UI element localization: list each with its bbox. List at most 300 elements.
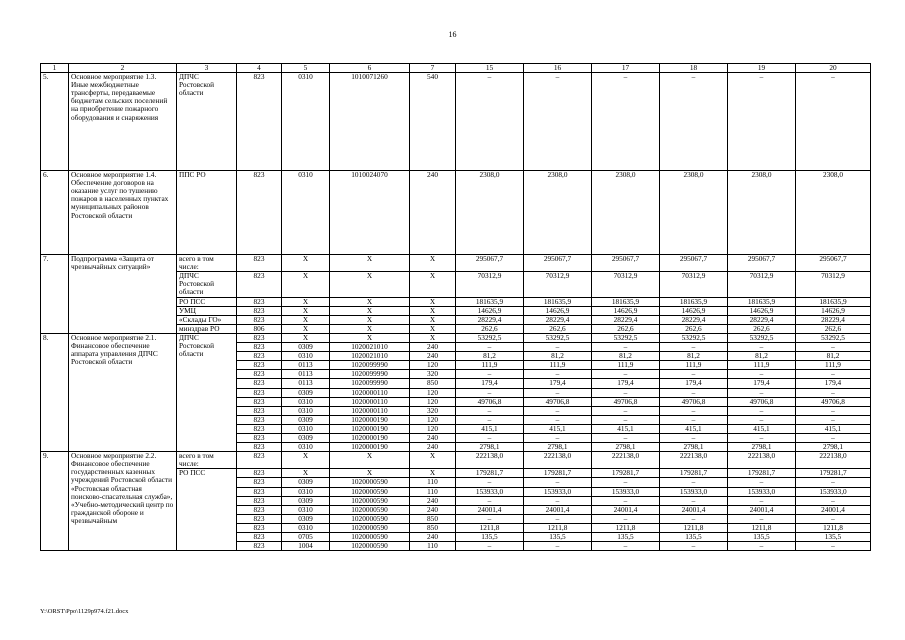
amount-cell: 81,2 <box>660 352 728 361</box>
amount-cell: 179281,7 <box>524 469 592 478</box>
ministry-code: 806 <box>237 324 282 333</box>
amount-cell: – <box>592 388 660 397</box>
expense-type-code: 540 <box>410 73 456 171</box>
amount-cell: 49706,8 <box>796 397 871 406</box>
amount-cell: – <box>524 514 592 523</box>
amount-cell: 295067,7 <box>524 255 592 272</box>
amount-cell: 81,2 <box>592 352 660 361</box>
amount-cell: 1211,8 <box>592 523 660 532</box>
ministry-code: 823 <box>237 542 282 551</box>
section-code: 0309 <box>282 343 330 352</box>
table-row <box>41 452 871 469</box>
amount-cell: 70312,9 <box>660 272 728 297</box>
target-article-code: 1020000590 <box>330 496 410 505</box>
expense-type-code: 110 <box>410 478 456 487</box>
amount-cell: – <box>728 388 796 397</box>
amount-cell: 1211,8 <box>728 523 796 532</box>
amount-cell: 111,9 <box>456 361 524 370</box>
expense-type-code: 850 <box>410 514 456 523</box>
column-header: 20 <box>796 64 871 73</box>
amount-cell: 153933,0 <box>660 487 728 496</box>
amount-cell: 222138,0 <box>592 452 660 469</box>
amount-cell: 111,9 <box>592 361 660 370</box>
amount-cell: – <box>456 433 524 442</box>
amount-cell: – <box>524 370 592 379</box>
amount-cell: – <box>660 370 728 379</box>
amount-cell: – <box>592 433 660 442</box>
measure-title: Основное мероприятие 2.1. Финансовое обеспечение аппарата управления ДПЧС Ростовской области <box>69 333 177 451</box>
column-header: 16 <box>524 64 592 73</box>
amount-cell: 111,9 <box>796 361 871 370</box>
expense-type-code: 120 <box>410 361 456 370</box>
amount-cell: 222138,0 <box>660 452 728 469</box>
expense-type-code: 120 <box>410 397 456 406</box>
ministry-code: 823 <box>237 352 282 361</box>
target-article-code: 1020021010 <box>330 343 410 352</box>
amount-cell: 111,9 <box>728 361 796 370</box>
expense-type-code: 240 <box>410 352 456 361</box>
amount-cell: 111,9 <box>524 361 592 370</box>
executor: всего в том числе: <box>177 452 237 469</box>
target-article-code: 1020099990 <box>330 370 410 379</box>
section-code: 0705 <box>282 533 330 542</box>
amount-cell: 81,2 <box>524 352 592 361</box>
amount-cell: 262,6 <box>660 324 728 333</box>
section-code: 0310 <box>282 523 330 532</box>
amount-cell: 24001,4 <box>796 505 871 514</box>
amount-cell: 153933,0 <box>592 487 660 496</box>
amount-cell: – <box>456 388 524 397</box>
amount-cell: – <box>796 496 871 505</box>
expense-type-code: 120 <box>410 424 456 433</box>
section-code: 0309 <box>282 514 330 523</box>
amount-cell: 181635,9 <box>728 297 796 306</box>
amount-cell: 53292,5 <box>592 333 660 342</box>
row-number: 9. <box>41 452 69 551</box>
amount-cell: – <box>456 542 524 551</box>
section-code: 0310 <box>282 171 330 255</box>
amount-cell: 295067,7 <box>796 255 871 272</box>
amount-cell: 2308,0 <box>456 171 524 255</box>
section-code: 0113 <box>282 361 330 370</box>
amount-cell: 70312,9 <box>456 272 524 297</box>
amount-cell: 49706,8 <box>524 397 592 406</box>
amount-cell: 262,6 <box>728 324 796 333</box>
amount-cell: 262,6 <box>524 324 592 333</box>
ministry-code: 823 <box>237 469 282 478</box>
expense-type-code: 320 <box>410 370 456 379</box>
amount-cell: – <box>456 73 524 171</box>
target-article-code: X <box>330 333 410 342</box>
amount-cell: 135,5 <box>728 533 796 542</box>
amount-cell: 415,1 <box>456 424 524 433</box>
table-row <box>41 333 871 342</box>
amount-cell: – <box>456 478 524 487</box>
target-article-code: 1020000590 <box>330 533 410 542</box>
executor: ДПЧС Ростовской области <box>177 272 237 297</box>
amount-cell: 179281,7 <box>456 469 524 478</box>
amount-cell: 179,4 <box>728 379 796 388</box>
amount-cell: – <box>796 514 871 523</box>
column-header: 15 <box>456 64 524 73</box>
amount-cell: 135,5 <box>660 533 728 542</box>
section-code: 0113 <box>282 370 330 379</box>
row-number: 6. <box>41 171 69 255</box>
amount-cell: 153933,0 <box>524 487 592 496</box>
amount-cell: – <box>456 406 524 415</box>
target-article-code: 1020000190 <box>330 443 410 452</box>
column-header: 3 <box>177 64 237 73</box>
amount-cell: 81,2 <box>456 352 524 361</box>
amount-cell: 179281,7 <box>660 469 728 478</box>
executor: ДПЧС Ростовской области <box>177 73 237 171</box>
executor: РО ПСС <box>177 297 237 306</box>
amount-cell: – <box>660 542 728 551</box>
amount-cell: 2798,1 <box>660 443 728 452</box>
amount-cell: 1211,8 <box>456 523 524 532</box>
amount-cell: 181635,9 <box>456 297 524 306</box>
executor: всего в том числе: <box>177 255 237 272</box>
amount-cell: – <box>660 406 728 415</box>
amount-cell: – <box>592 343 660 352</box>
amount-cell: 28229,4 <box>728 315 796 324</box>
amount-cell: 2308,0 <box>728 171 796 255</box>
amount-cell: 53292,5 <box>660 333 728 342</box>
amount-cell: – <box>728 478 796 487</box>
amount-cell: 28229,4 <box>524 315 592 324</box>
column-header: 4 <box>237 64 282 73</box>
target-article-code: 1020000190 <box>330 415 410 424</box>
amount-cell: 14626,9 <box>456 306 524 315</box>
column-header: 5 <box>282 64 330 73</box>
amount-cell: 415,1 <box>592 424 660 433</box>
ministry-code: 823 <box>237 433 282 442</box>
target-article-code: 1020000190 <box>330 424 410 433</box>
section-code: 0310 <box>282 73 330 171</box>
amount-cell: – <box>796 343 871 352</box>
ministry-code: 823 <box>237 487 282 496</box>
amount-cell: 181635,9 <box>796 297 871 306</box>
amount-cell: – <box>728 514 796 523</box>
amount-cell: 2798,1 <box>456 443 524 452</box>
expense-type-code: X <box>410 272 456 297</box>
amount-cell: 262,6 <box>796 324 871 333</box>
section-code: 0309 <box>282 388 330 397</box>
amount-cell: – <box>456 496 524 505</box>
expense-type-code: 240 <box>410 505 456 514</box>
amount-cell: – <box>524 343 592 352</box>
expense-type-code: X <box>410 324 456 333</box>
amount-cell: – <box>728 343 796 352</box>
section-code: X <box>282 315 330 324</box>
amount-cell: 181635,9 <box>524 297 592 306</box>
row-number: 7. <box>41 255 69 334</box>
target-article-code: 1020021010 <box>330 352 410 361</box>
ministry-code: 823 <box>237 496 282 505</box>
executor: минздрав РО <box>177 324 237 333</box>
expense-type-code: X <box>410 306 456 315</box>
amount-cell: 415,1 <box>796 424 871 433</box>
measure-title: Основное мероприятие 1.4. Обеспечение договоров на оказание услуг по тушению пожаров в населенных пунктах муниципальных районов Ростовской области <box>69 171 177 255</box>
amount-cell: – <box>524 496 592 505</box>
target-article-code: X <box>330 469 410 478</box>
amount-cell: 49706,8 <box>592 397 660 406</box>
amount-cell: 181635,9 <box>592 297 660 306</box>
ministry-code: 823 <box>237 333 282 342</box>
expense-type-code: 240 <box>410 496 456 505</box>
amount-cell: 2308,0 <box>660 171 728 255</box>
amount-cell: – <box>524 406 592 415</box>
ministry-code: 823 <box>237 73 282 171</box>
amount-cell: 135,5 <box>524 533 592 542</box>
section-code: 0310 <box>282 406 330 415</box>
amount-cell: 179281,7 <box>728 469 796 478</box>
amount-cell: 135,5 <box>796 533 871 542</box>
expense-type-code: 110 <box>410 542 456 551</box>
amount-cell: – <box>728 542 796 551</box>
amount-cell: 2308,0 <box>592 171 660 255</box>
amount-cell: 53292,5 <box>796 333 871 342</box>
amount-cell: 14626,9 <box>592 306 660 315</box>
executor: ППС РО <box>177 171 237 255</box>
header-row <box>41 64 871 73</box>
amount-cell: 53292,5 <box>456 333 524 342</box>
table-row <box>41 255 871 272</box>
section-code: 0113 <box>282 379 330 388</box>
amount-cell: 2798,1 <box>592 443 660 452</box>
executor: «Склады ГО» <box>177 315 237 324</box>
expense-type-code: 240 <box>410 343 456 352</box>
ministry-code: 823 <box>237 379 282 388</box>
section-code: 0310 <box>282 443 330 452</box>
ministry-code: 823 <box>237 533 282 542</box>
amount-cell: 2308,0 <box>796 171 871 255</box>
target-article-code: X <box>330 297 410 306</box>
amount-cell: 53292,5 <box>524 333 592 342</box>
column-header: 17 <box>592 64 660 73</box>
amount-cell: – <box>592 406 660 415</box>
amount-cell: – <box>524 73 592 171</box>
amount-cell: 135,5 <box>592 533 660 542</box>
amount-cell: – <box>796 542 871 551</box>
ministry-code: 823 <box>237 306 282 315</box>
amount-cell: – <box>456 415 524 424</box>
amount-cell: 81,2 <box>728 352 796 361</box>
column-header: 7 <box>410 64 456 73</box>
amount-cell: 262,6 <box>456 324 524 333</box>
target-article-code: X <box>330 324 410 333</box>
amount-cell: 28229,4 <box>456 315 524 324</box>
amount-cell: – <box>456 370 524 379</box>
ministry-code: 823 <box>237 406 282 415</box>
measure-title: Подпрограмма «Защита от чрезвычайных ситуаций» <box>69 255 177 334</box>
amount-cell: – <box>796 433 871 442</box>
expense-type-code: 240 <box>410 171 456 255</box>
expense-type-code: 120 <box>410 415 456 424</box>
target-article-code: 1020000110 <box>330 406 410 415</box>
amount-cell: 14626,9 <box>728 306 796 315</box>
row-number: 5. <box>41 73 69 171</box>
target-article-code: X <box>330 272 410 297</box>
amount-cell: – <box>728 415 796 424</box>
amount-cell: 28229,4 <box>592 315 660 324</box>
amount-cell: – <box>660 343 728 352</box>
target-article-code: 1020099990 <box>330 361 410 370</box>
section-code: 0309 <box>282 415 330 424</box>
amount-cell: 28229,4 <box>660 315 728 324</box>
expense-type-code: 850 <box>410 379 456 388</box>
ministry-code: 823 <box>237 443 282 452</box>
executor: ДПЧС Ростовской области <box>177 333 237 451</box>
amount-cell: 222138,0 <box>524 452 592 469</box>
column-header: 6 <box>330 64 410 73</box>
amount-cell: 2798,1 <box>728 443 796 452</box>
amount-cell: 2798,1 <box>796 443 871 452</box>
target-article-code: X <box>330 255 410 272</box>
ministry-code: 823 <box>237 343 282 352</box>
amount-cell: – <box>796 370 871 379</box>
amount-cell: 81,2 <box>796 352 871 361</box>
amount-cell: 295067,7 <box>456 255 524 272</box>
section-code: X <box>282 469 330 478</box>
amount-cell: – <box>796 406 871 415</box>
section-code: X <box>282 324 330 333</box>
ministry-code: 823 <box>237 370 282 379</box>
target-article-code: 1010071260 <box>330 73 410 171</box>
ministry-code: 823 <box>237 315 282 324</box>
column-header: 19 <box>728 64 796 73</box>
amount-cell: 179,4 <box>660 379 728 388</box>
amount-cell: – <box>796 415 871 424</box>
expense-type-code: 850 <box>410 523 456 532</box>
amount-cell: 49706,8 <box>728 397 796 406</box>
amount-cell: – <box>796 73 871 171</box>
amount-cell: 2308,0 <box>524 171 592 255</box>
amount-cell: 222138,0 <box>456 452 524 469</box>
amount-cell: – <box>524 433 592 442</box>
amount-cell: 14626,9 <box>660 306 728 315</box>
amount-cell: 179,4 <box>796 379 871 388</box>
target-article-code: X <box>330 306 410 315</box>
expense-type-code: 110 <box>410 487 456 496</box>
amount-cell: – <box>728 433 796 442</box>
amount-cell: – <box>728 73 796 171</box>
section-code: X <box>282 297 330 306</box>
target-article-code: 1010024070 <box>330 171 410 255</box>
target-article-code: 1020099990 <box>330 379 410 388</box>
target-article-code: 1020000590 <box>330 514 410 523</box>
ministry-code: 823 <box>237 424 282 433</box>
amount-cell: 415,1 <box>660 424 728 433</box>
expense-type-code: X <box>410 255 456 272</box>
amount-cell: 24001,4 <box>660 505 728 514</box>
amount-cell: 295067,7 <box>660 255 728 272</box>
amount-cell: – <box>592 73 660 171</box>
expense-type-code: 240 <box>410 443 456 452</box>
amount-cell: 2798,1 <box>524 443 592 452</box>
amount-cell: 222138,0 <box>796 452 871 469</box>
amount-cell: 262,6 <box>592 324 660 333</box>
ministry-code: 823 <box>237 388 282 397</box>
amount-cell: 49706,8 <box>660 397 728 406</box>
amount-cell: 70312,9 <box>524 272 592 297</box>
ministry-code: 823 <box>237 505 282 514</box>
table-row <box>41 73 871 171</box>
ministry-code: 823 <box>237 361 282 370</box>
expense-type-code: X <box>410 297 456 306</box>
amount-cell: 70312,9 <box>592 272 660 297</box>
amount-cell: 24001,4 <box>456 505 524 514</box>
amount-cell: 295067,7 <box>728 255 796 272</box>
amount-cell: – <box>524 478 592 487</box>
amount-cell: – <box>660 433 728 442</box>
amount-cell: 24001,4 <box>524 505 592 514</box>
page-number: 16 <box>448 30 457 39</box>
expense-type-code: X <box>410 315 456 324</box>
amount-cell: 70312,9 <box>796 272 871 297</box>
expense-type-code: X <box>410 469 456 478</box>
section-code: 0310 <box>282 352 330 361</box>
row-number: 8. <box>41 333 69 451</box>
amount-cell: 49706,8 <box>456 397 524 406</box>
amount-cell: – <box>524 388 592 397</box>
amount-cell: – <box>524 542 592 551</box>
amount-cell: 222138,0 <box>728 452 796 469</box>
ministry-code: 823 <box>237 171 282 255</box>
amount-cell: 28229,4 <box>796 315 871 324</box>
amount-cell: – <box>728 370 796 379</box>
ministry-code: 823 <box>237 272 282 297</box>
amount-cell: 14626,9 <box>524 306 592 315</box>
amount-cell: – <box>524 415 592 424</box>
column-header: 1 <box>41 64 69 73</box>
ministry-code: 823 <box>237 452 282 469</box>
column-header: 2 <box>69 64 177 73</box>
amount-cell: 179281,7 <box>796 469 871 478</box>
section-code: X <box>282 452 330 469</box>
section-code: X <box>282 306 330 315</box>
amount-cell: – <box>660 514 728 523</box>
section-code: X <box>282 255 330 272</box>
ministry-code: 823 <box>237 297 282 306</box>
section-code: 0310 <box>282 397 330 406</box>
table-row <box>41 171 871 255</box>
amount-cell: 135,5 <box>456 533 524 542</box>
amount-cell: 179281,7 <box>592 469 660 478</box>
amount-cell: 24001,4 <box>592 505 660 514</box>
section-code: 0310 <box>282 424 330 433</box>
amount-cell: 111,9 <box>660 361 728 370</box>
amount-cell: – <box>660 415 728 424</box>
amount-cell: – <box>592 370 660 379</box>
amount-cell: 153933,0 <box>456 487 524 496</box>
amount-cell: 1211,8 <box>796 523 871 532</box>
amount-cell: 295067,7 <box>592 255 660 272</box>
measure-title: Основное мероприятие 2.2. Финансовое обеспечение государственных казенных учреждений Ростовской области «Ростовская областная поисково-спасательная служба», «Учебно-методический центр по гражданской обороне и чрезвычайным <box>69 452 177 551</box>
amount-cell: – <box>660 496 728 505</box>
section-code: X <box>282 333 330 342</box>
amount-cell: – <box>796 478 871 487</box>
amount-cell: 14626,9 <box>796 306 871 315</box>
column-header: 18 <box>660 64 728 73</box>
amount-cell: – <box>456 343 524 352</box>
section-code: X <box>282 272 330 297</box>
amount-cell: 1211,8 <box>524 523 592 532</box>
section-code: 0310 <box>282 487 330 496</box>
footer-file-path: Y:\ORST\Ppo\1129p974.f21.docx <box>40 608 129 615</box>
amount-cell: 1211,8 <box>660 523 728 532</box>
amount-cell: – <box>660 478 728 487</box>
